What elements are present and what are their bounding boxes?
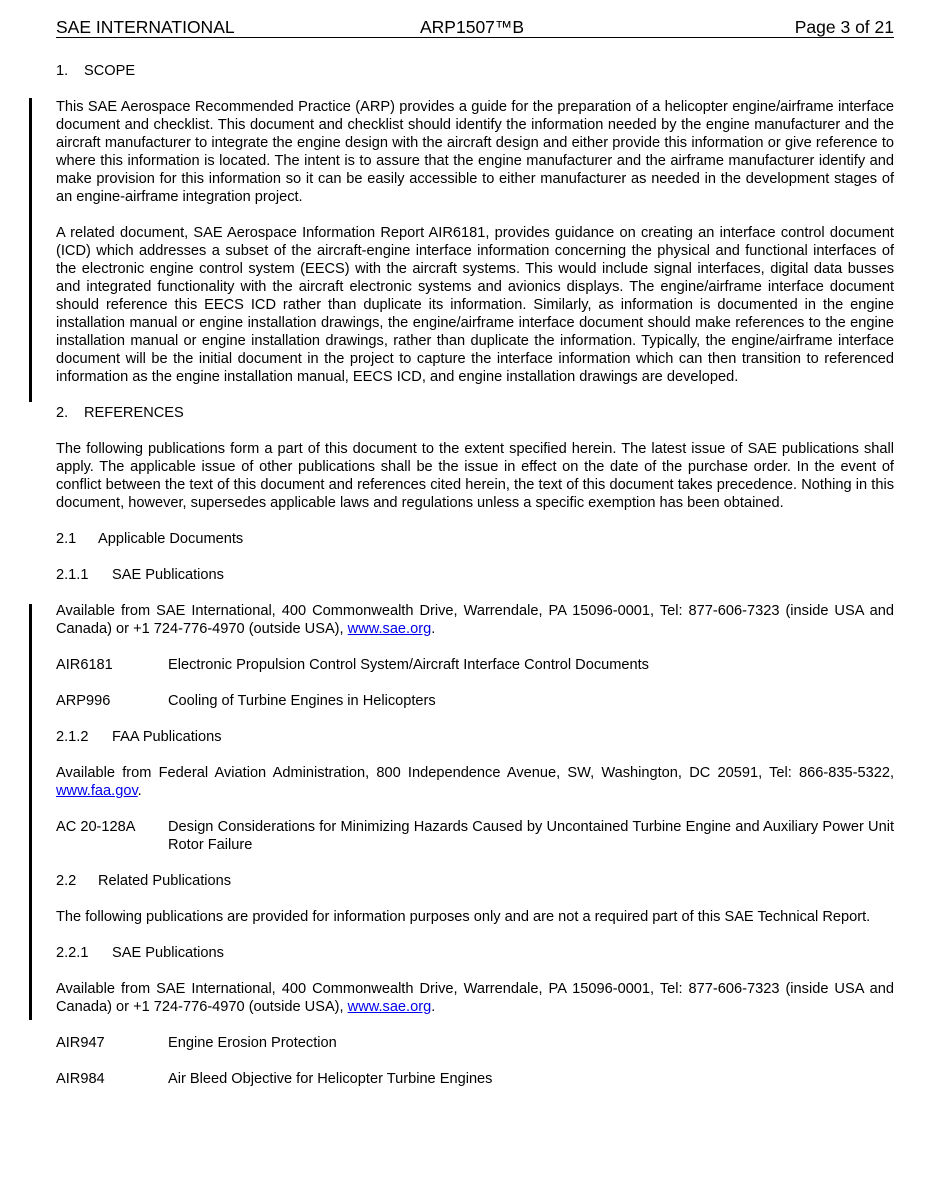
reference-title: Cooling of Turbine Engines in Helicopters (168, 693, 436, 709)
punctuation: . (431, 621, 436, 637)
reference-code: AIR984 (56, 1071, 105, 1087)
section-title: REFERENCES (84, 405, 184, 421)
section-title: Related Publications (98, 873, 232, 889)
sae-link[interactable]: www.sae.org (347, 999, 432, 1015)
section-title: SCOPE (84, 63, 136, 79)
section-number: 2.1.2 (56, 729, 89, 745)
availability-text: Available from SAE International, 400 Commonwealth Drive, Warrendale, PA 15096-0001, Tel: 877-606-7323 (inside USA and Canada) or +1 724-776-4970 (outside USA), (56, 603, 894, 637)
faa-link[interactable]: www.faa.gov (56, 783, 138, 799)
section-heading (56, 944, 894, 962)
section-number: 2.2 (56, 873, 77, 889)
section-title: SAE Publications (112, 567, 224, 583)
paragraph (56, 764, 894, 800)
section-number: 1. (56, 63, 69, 79)
header-org: SAE INTERNATIONAL (56, 17, 235, 37)
reference-title: Air Bleed Objective for Helicopter Turbine Engines (168, 1071, 493, 1087)
header-page-number: Page 3 of 21 (794, 17, 894, 37)
page-header (56, 17, 894, 38)
reference-title: Electronic Propulsion Control System/Aircraft Interface Control Documents (168, 657, 649, 673)
sae-link[interactable]: www.sae.org (347, 621, 432, 637)
change-bar (29, 604, 32, 1020)
section-number: 2.2.1 (56, 945, 89, 961)
availability-text: Available from SAE International, 400 Commonwealth Drive, Warrendale, PA 15096-0001, Tel: 877-606-7323 (inside USA and Canada) or +1 724-776-4970 (outside USA), (56, 981, 894, 1015)
paragraph: A related document, SAE Aerospace Information Report AIR6181, provides guidance on creating an interface control document (ICD) which addresses a subset of the aircraft-engine interface information concerning the physical and functional interfaces of the electronic engine control system (EECS) with the aircraft systems. This would include signal interfaces, digital data busses and integrated functionality with the aircraft electronic systems and avionics displays. The engine/airframe interface document should reference this EECS ICD rather than duplicate its information. Similarly, as information is documented in the engine installation manual or engine installation drawings, the engine/airframe interface document should make references to the engine installation manual or engine installation drawings, rather than duplicate the information. Typically, the engine/airframe interface document will be the initial document in the project to capture the interface information which can then transition to referenced information as the engine installation manual, EECS ICD, and engine installation drawings are developed. (56, 225, 894, 385)
section-title: SAE Publications (112, 945, 224, 961)
availability-text: Available from Federal Aviation Administration, 800 Independence Avenue, SW, Washington, DC 20591, Tel: 866-835-5322, (56, 765, 894, 781)
reference-entry (56, 1034, 894, 1052)
section-heading (56, 566, 894, 584)
paragraph: The following publications form a part of this document to the extent specified herein. The latest issue of SAE publications shall apply. The applicable issue of other publications shall be the issue in effect on the date of the purchase order. In the event of conflict between the text of this document and references cited herein, the text of this document takes precedence. Nothing in this document, however, supersedes applicable laws and regulations unless a specific exemption has been obtained. (56, 441, 894, 511)
paragraph (56, 980, 894, 1016)
reference-code: AC 20-128A (56, 819, 136, 835)
section-number: 2. (56, 405, 69, 421)
change-bar (29, 98, 32, 402)
header-doc-id: ARP1507™B (420, 17, 525, 37)
reference-entry (56, 656, 894, 674)
section-title: Applicable Documents (98, 531, 244, 547)
section-title: FAA Publications (112, 729, 222, 745)
reference-code: ARP996 (56, 693, 111, 709)
reference-code: AIR6181 (56, 657, 113, 673)
paragraph: The following publications are provided for information purposes only and are not a required part of this SAE Technical Report. (56, 909, 871, 925)
punctuation: . (431, 999, 436, 1015)
paragraph (56, 602, 894, 638)
reference-entry (56, 818, 894, 854)
section-heading (56, 530, 894, 548)
reference-title: Design Considerations for Minimizing Hazards Caused by Uncontained Turbine Engine and Auxiliary Power Unit Rotor Failure (168, 819, 894, 853)
section-number: 2.1 (56, 531, 77, 547)
paragraph: This SAE Aerospace Recommended Practice (ARP) provides a guide for the preparation of a helicopter engine/airframe interface document and checklist. This document and checklist should identify the information needed by the engine manufacturer and the aircraft manufacturer to integrate the engine design with the aircraft design and either provide this information or give reference to where this information is located. The intent is to assure that the engine manufacturer and the airframe manufacturer identify and make provision for this information so it can be easily accessible to either manufacturer as needed in the development stages of an engine-airframe integration project. (56, 99, 894, 205)
reference-code: AIR947 (56, 1035, 105, 1051)
reference-entry (56, 692, 894, 710)
section-heading (56, 872, 894, 890)
punctuation: . (137, 783, 142, 799)
section-number: 2.1.1 (56, 567, 89, 583)
section-heading (56, 404, 894, 422)
document-body (56, 62, 894, 1106)
reference-title: Engine Erosion Protection (168, 1035, 337, 1051)
reference-entry (56, 1070, 894, 1088)
section-heading (56, 728, 894, 746)
section-heading (56, 62, 894, 80)
